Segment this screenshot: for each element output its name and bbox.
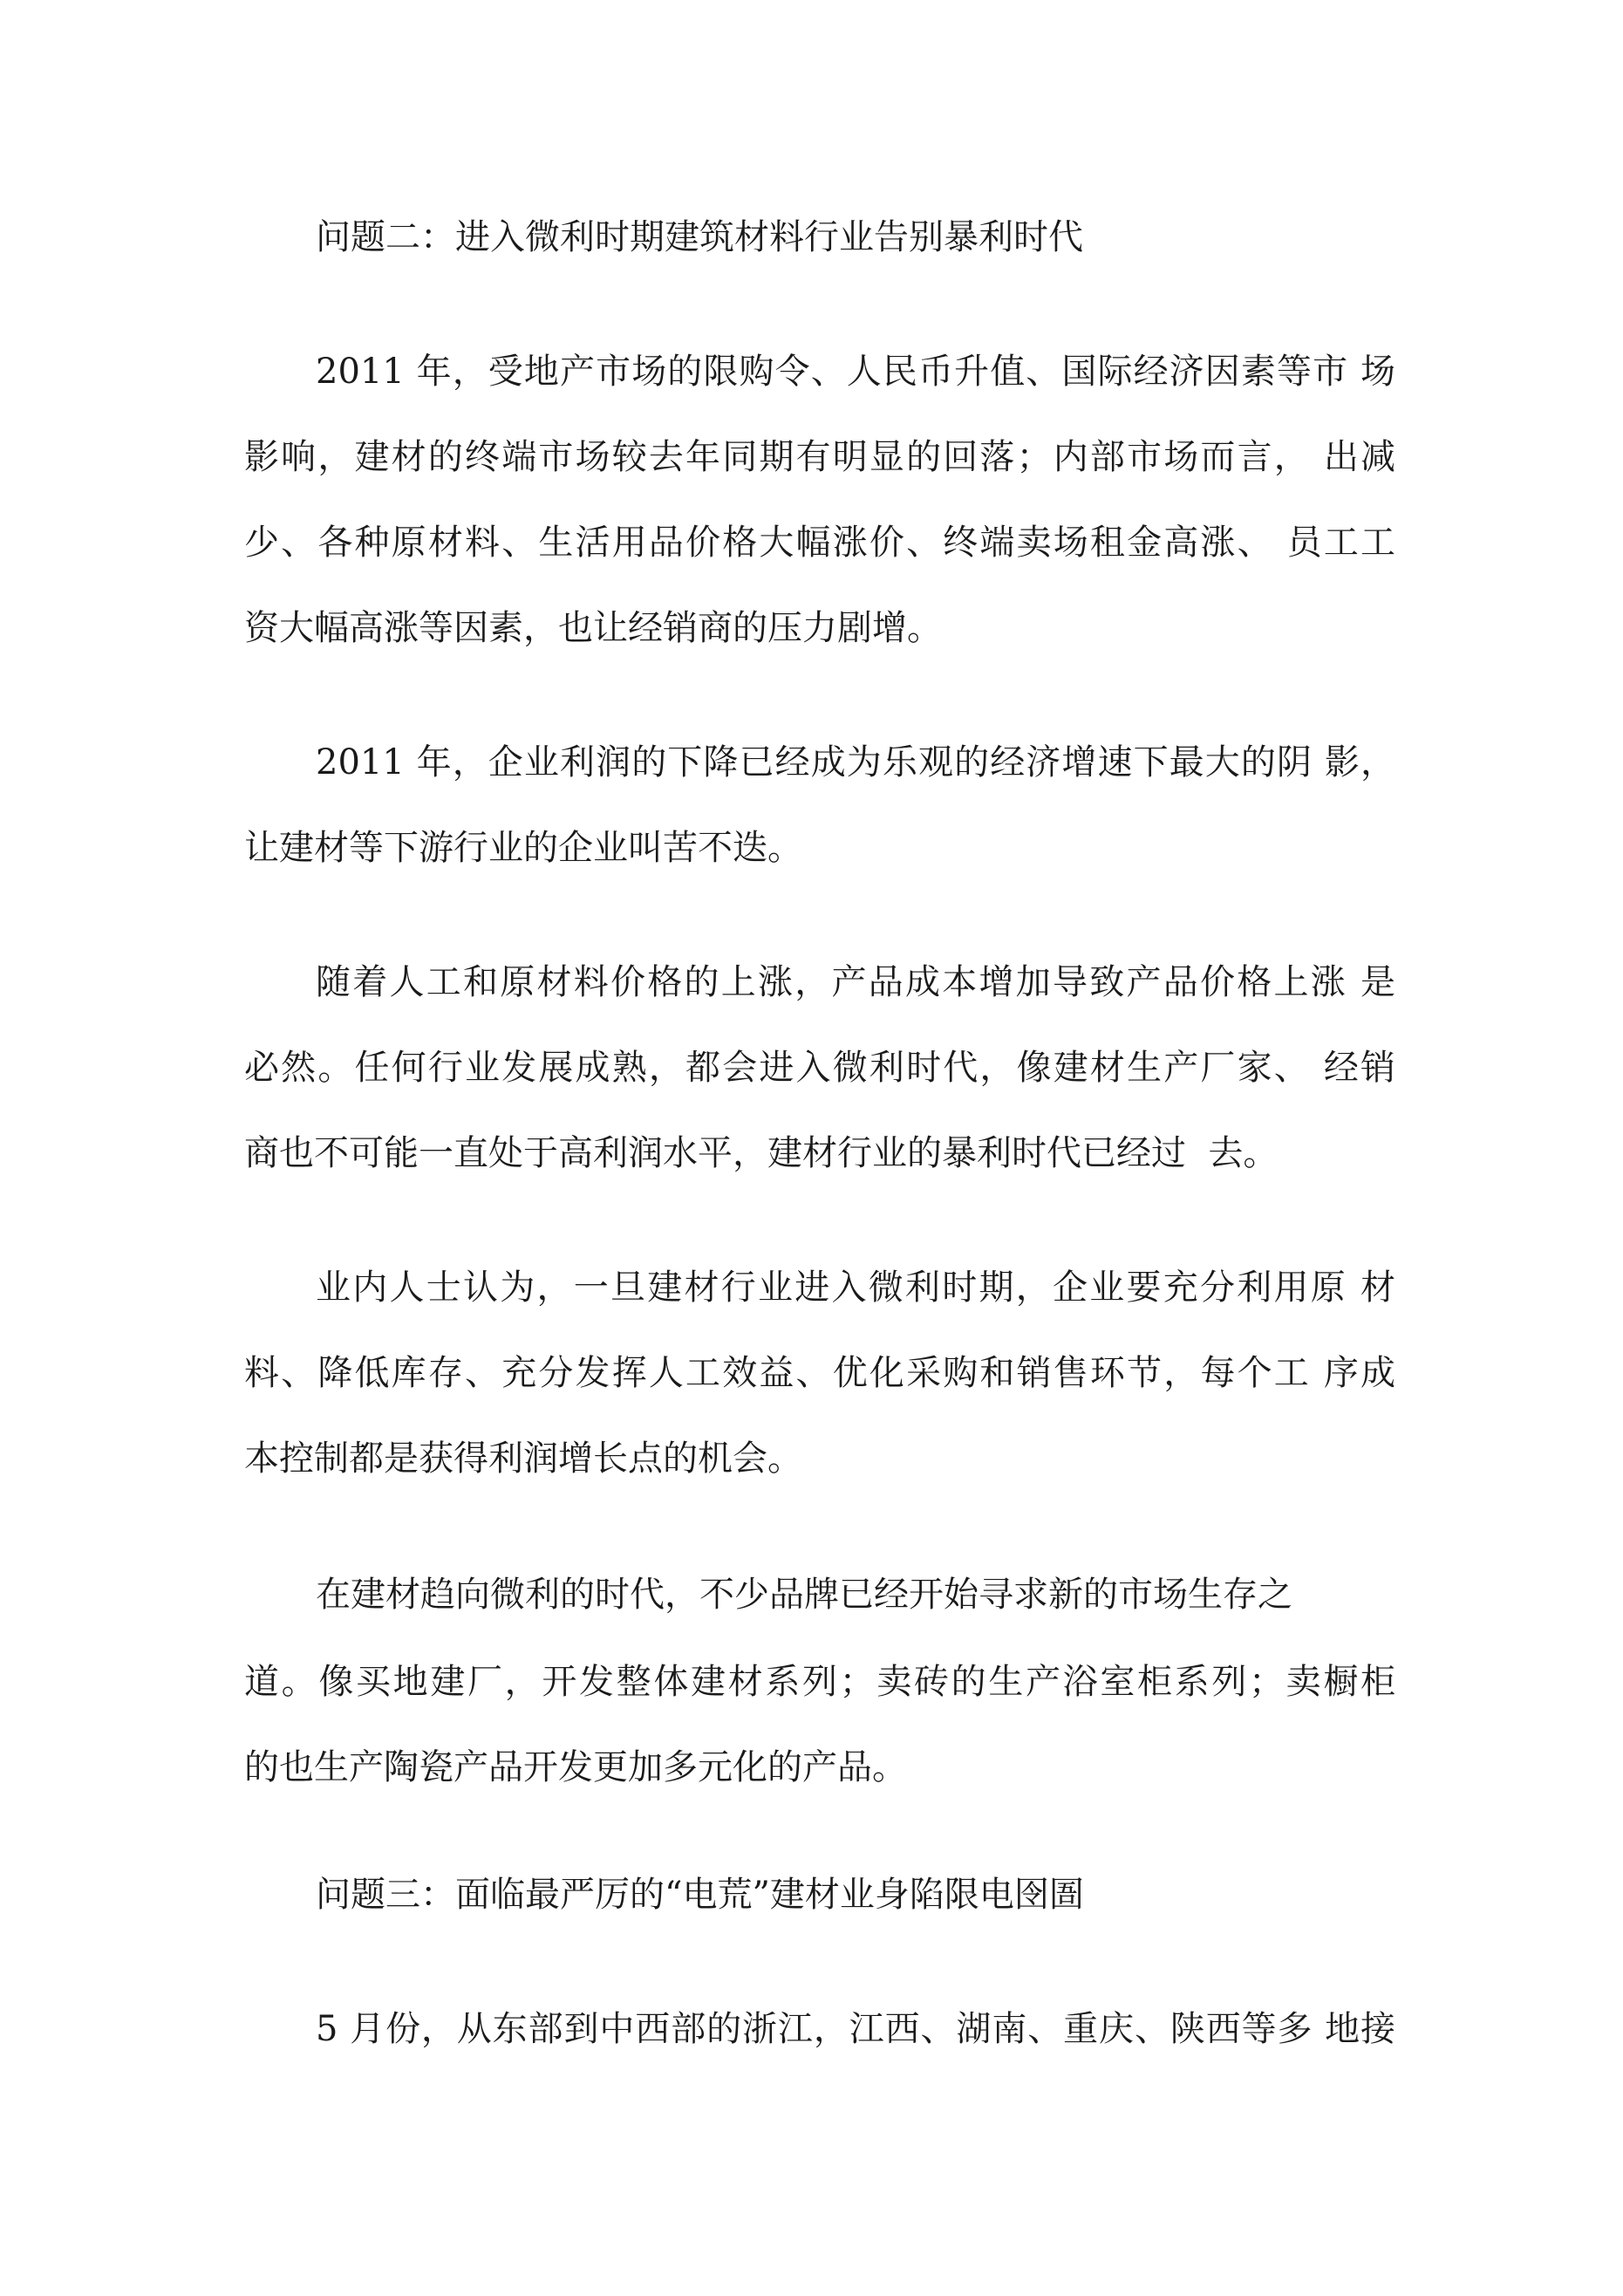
paragraph-line: 让建材等下游行业的企业叫苦不迭。 xyxy=(244,828,802,868)
paragraph-line: 资大幅高涨等因素，也让经销商的压力剧增。 xyxy=(244,608,942,648)
paragraph-line: 必然。任何行业发展成熟，都会进入微利时代，像建材生产厂家、 经销 xyxy=(244,1048,1395,1088)
paragraph-line: 道。像买地建厂，开发整体建材系列；卖砖的生产浴室柜系列；卖橱柜 xyxy=(244,1662,1395,1702)
paragraph-line: 业内人士认为，一旦建材行业进入微利时期，企业要充分利用原 材 xyxy=(316,1268,1395,1308)
paragraph-line: 5 月份，从东部到中西部的浙江，江西、湖南、重庆、陕西等多 地接 xyxy=(316,2009,1395,2049)
paragraph-line: 影响，建材的终端市场较去年同期有明显的回落；内部市场而言， 出减 xyxy=(244,437,1395,477)
paragraph-line: 2011 年，受地产市场的限购令、人民币升值、国际经济因素等市 场 xyxy=(316,352,1395,392)
paragraph-line: 商也不可能一直处于高利润水平，建材行业的暴利时代已经过 去。 xyxy=(244,1133,1279,1173)
paragraph-line: 在建材趋向微利的时代，不少品牌已经开始寻求新的市场生存之 xyxy=(316,1575,1292,1615)
paragraph-line: 随着人工和原材料价格的上涨，产品成本增加导致产品价格上涨 是 xyxy=(316,962,1395,1002)
paragraph-line: 2011 年，企业利润的下降已经成为乐观的经济增速下最大的阴 影， xyxy=(316,742,1395,782)
paragraph-line: 料、降低库存、充分发挥人工效益、优化采购和销售环节，每个工 序成 xyxy=(244,1353,1395,1393)
section-heading-3: 问题三：面临最严厉的“电荒”建材业身陷限电囹圄 xyxy=(316,1875,1084,1915)
section-heading-2: 问题二：进入微利时期建筑材料行业告别暴利时代 xyxy=(316,217,1083,257)
paragraph-line: 本控制都是获得利润增长点的机会。 xyxy=(244,1438,802,1479)
paragraph-line: 少、各种原材料、生活用品价格大幅涨价、终端卖场租金高涨、 员工工 xyxy=(244,523,1395,563)
paragraph-line: 的也生产陶瓷产品开发更加多元化的产品。 xyxy=(244,1747,907,1787)
